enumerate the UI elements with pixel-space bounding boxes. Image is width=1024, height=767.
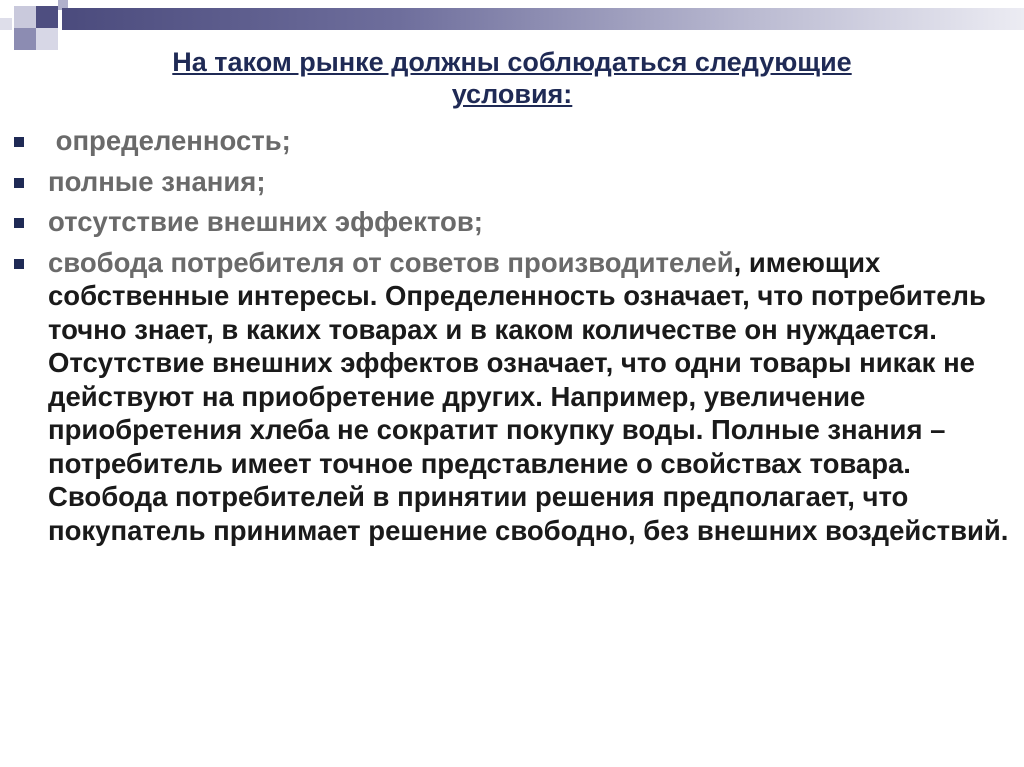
bullet-item <box>14 205 1014 239</box>
decor-square <box>0 18 12 30</box>
bullet-text: отсутствие внешних эффектов; <box>48 206 483 237</box>
bullet-item <box>14 124 1014 158</box>
decor-square <box>14 6 36 28</box>
bullet-item <box>14 246 1014 548</box>
bullet-list <box>14 124 1014 554</box>
bullet-text-gray: свобода потребителя от советов производителей <box>48 246 734 278</box>
square-bullet-icon <box>14 137 24 147</box>
square-bullet-icon <box>14 259 24 269</box>
bullet-text-continuation: , имеющих собственные интересы. Определенность означает, что потребитель точно знает, в каких товарах и в каком количестве он нуждается. Отсутствие внешних эффектов означает, что одни товары никак не действуют на приобретение других. Например, увеличение приобретения хлеба не сократит покупку воды. Полные знания – потребитель имеет точное представление о свойствах товара. Свобода потребителей в принятии решения предполагает, что покупатель принимает решение свободно, без внешних воздействий. <box>48 246 1009 546</box>
bullet-item <box>14 165 1014 199</box>
title-line-1: На таком рынке должны соблюдаться следующие <box>172 47 852 77</box>
square-bullet-icon <box>14 178 24 188</box>
header-gradient-bar <box>62 8 1024 30</box>
square-bullet-icon <box>14 218 24 228</box>
bullet-text: полные знания; <box>48 165 266 197</box>
title-line-2: условия: <box>451 79 573 109</box>
bullet-text-long <box>48 246 1014 548</box>
slide-title <box>0 46 1024 110</box>
decor-square <box>36 6 58 28</box>
bullet-text: определенность; <box>48 125 291 156</box>
